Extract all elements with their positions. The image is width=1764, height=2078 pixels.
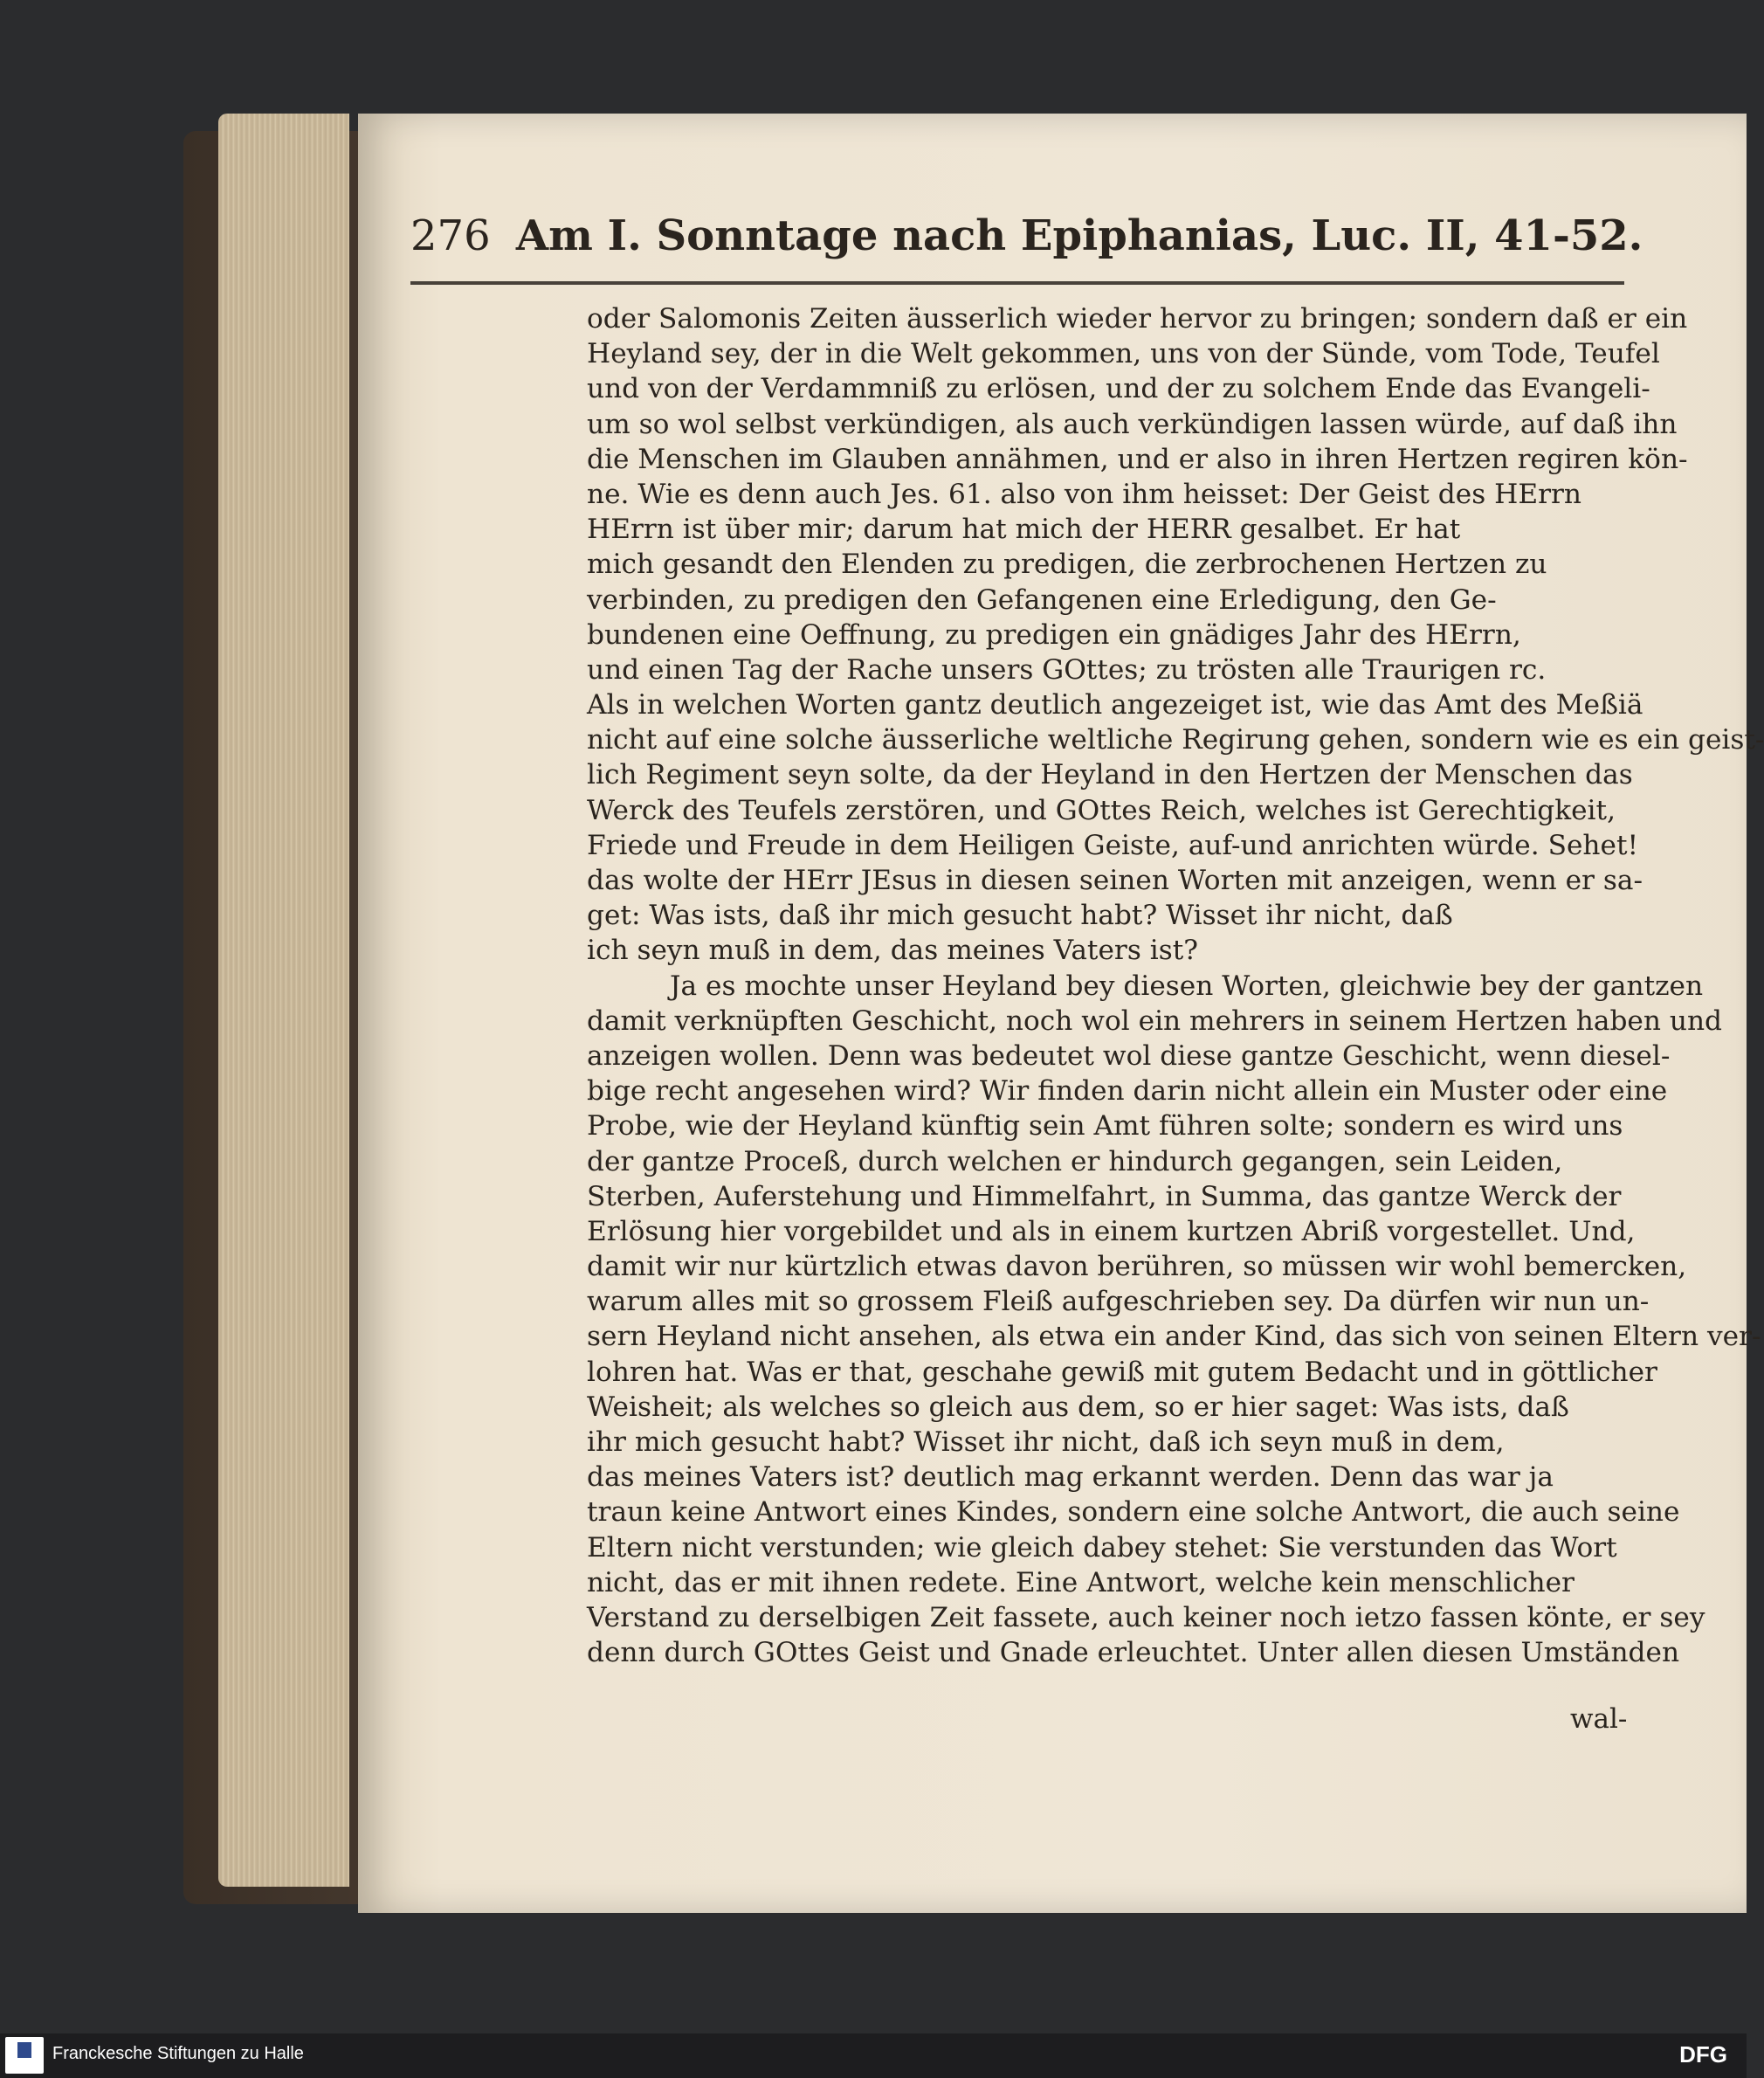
text-line: HErrn ist über mir; darum hat mich der HERR gesalbet. Er hat [587, 514, 1461, 546]
header-rule [410, 281, 1624, 285]
text-line: und von der Verdammniß zu erlösen, und der zu solchem Ende das Evangeli- [587, 373, 1650, 405]
text-line: Eltern nicht verstunden; wie gleich dabey stehet: Sie verstunden das Wort [587, 1531, 1617, 1564]
text-line: Ja es mochte unser Heyland bey diesen Worten, gleichwie bey der gantzen [670, 970, 1704, 1002]
text-line: verbinden, zu predigen den Gefangenen eine Erledigung, den Ge- [587, 583, 1497, 616]
text-line: bige recht angesehen wird? Wir finden darin nicht allein ein Muster oder eine [587, 1075, 1668, 1108]
footer-bar [0, 2033, 1747, 2078]
page-number: 276 [410, 211, 491, 260]
text-line: Heyland sey, der in die Welt gekommen, uns von der Sünde, vom Tode, Teufel [587, 338, 1660, 370]
body-text [587, 301, 1764, 1670]
text-line: Werck des Teufels zerstören, und GOttes Reich, welches ist Gerechtigkeit, [587, 794, 1616, 826]
text-line: der gantze Proceß, durch welchen er hindurch gegangen, sein Leiden, [587, 1145, 1563, 1177]
text-line: ihr mich gesucht habt? Wisset ihr nicht, daß ich seyn muß in dem, [587, 1426, 1505, 1458]
text-line: Sterben, Auferstehung und Himmelfahrt, in Summa, das gantze Werck der [587, 1180, 1622, 1212]
page-edges [218, 114, 349, 1887]
text-line: Friede und Freude in dem Heiligen Geiste, auf-und anrichten würde. Sehet! [587, 829, 1639, 861]
text-line: bundenen eine Oeffnung, zu predigen ein gnädiges Jahr des HErrn, [587, 618, 1521, 651]
text-line: Erlösung hier vorgebildet und als in einem kurtzen Abriß vorgestellet. Und, [587, 1215, 1636, 1247]
text-line: ich seyn muß in dem, das meines Vaters ist? [587, 935, 1198, 967]
text-line: Probe, wie der Heyland künftig sein Amt führen solte; sondern es wird uns [587, 1110, 1623, 1143]
text-line: damit verknüpften Geschicht, noch wol ein mehrers in seinem Hertzen haben und [587, 1004, 1723, 1037]
text-line: damit wir nur kürtzlich etwas davon berühren, so müssen wir wohl bemercken, [587, 1251, 1687, 1283]
text-line: nicht, das er mit ihnen redete. Eine Antwort, welche kein menschlicher [587, 1566, 1575, 1598]
text-line: nicht auf eine solche äusserliche weltliche Regirung gehen, sondern wie es ein geist- [587, 724, 1764, 756]
text-line: get: Was ists, daß ihr mich gesucht habt? Wisset ihr nicht, daß [587, 900, 1453, 932]
text-line: denn durch GOttes Geist und Gnade erleuchtet. Unter allen diesen Umständen [587, 1637, 1680, 1669]
text-line: ne. Wie es denn auch Jes. 61. also von ihm heisset: Der Geist des HErrn [587, 478, 1581, 510]
text-line: lohren hat. Was er that, geschahe gewiß mit gutem Bedacht und in göttlicher [587, 1356, 1657, 1388]
text-line: warum alles mit so grossem Fleiß aufgeschrieben sey. Da dürfen wir nun un- [587, 1286, 1650, 1318]
text-line: und einen Tag der Rache unsers GOttes; zu trösten alle Traurigen rc. [587, 653, 1547, 686]
text-line: die Menschen im Glauben annähmen, und er also in ihren Hertzen regiren kön- [587, 443, 1688, 475]
text-line: traun keine Antwort eines Kindes, sondern eine solche Antwort, die auch seine [587, 1496, 1680, 1529]
text-line: Verstand zu derselbigen Zeit fassete, auch keiner noch ietzo fassen könte, er sey [587, 1601, 1705, 1633]
text-line: das wolte der HErr JEsus in diesen seinen Worten mit anzeigen, wenn er sa- [587, 865, 1643, 896]
text-line: das meines Vaters ist? deutlich mag erkannt werden. Denn das war ja [587, 1461, 1554, 1494]
text-line: Weisheit; als welches so gleich aus dem, so er hier saget: Was ists, daß [587, 1391, 1569, 1423]
running-header [410, 211, 1643, 281]
institution-logo-icon [5, 2037, 44, 2074]
text-line: lich Regiment seyn solte, da der Heyland in den Hertzen der Menschen das [587, 759, 1633, 791]
text-line: sern Heyland nicht ansehen, als etwa ein ander Kind, das sich von seinen Eltern ver- [587, 1321, 1761, 1353]
catchword: wal- [1570, 1703, 1628, 1735]
text-line: oder Salomonis Zeiten äusserlich wieder hervor zu bringen; sondern daß er ein [587, 303, 1688, 335]
institution-name: Franckesche Stiftungen zu Halle [52, 2044, 304, 2063]
text-line: mich gesandt den Elenden zu predigen, die zerbrochenen Hertzen zu [587, 549, 1547, 581]
dfg-badge: DFG [1679, 2041, 1727, 2068]
text-line: Als in welchen Worten gantz deutlich angezeiget ist, wie das Amt des Meßiä [587, 689, 1643, 721]
running-title: Am I. Sonntage nach Epiphanias, Luc. II, 41-52. [515, 211, 1643, 260]
text-line: anzeigen wollen. Denn was bedeutet wol diese gantze Geschicht, wenn diesel- [587, 1039, 1671, 1072]
text-line: um so wol selbst verkündigen, als auch verkündigen lassen würde, auf daß ihn [587, 408, 1678, 440]
